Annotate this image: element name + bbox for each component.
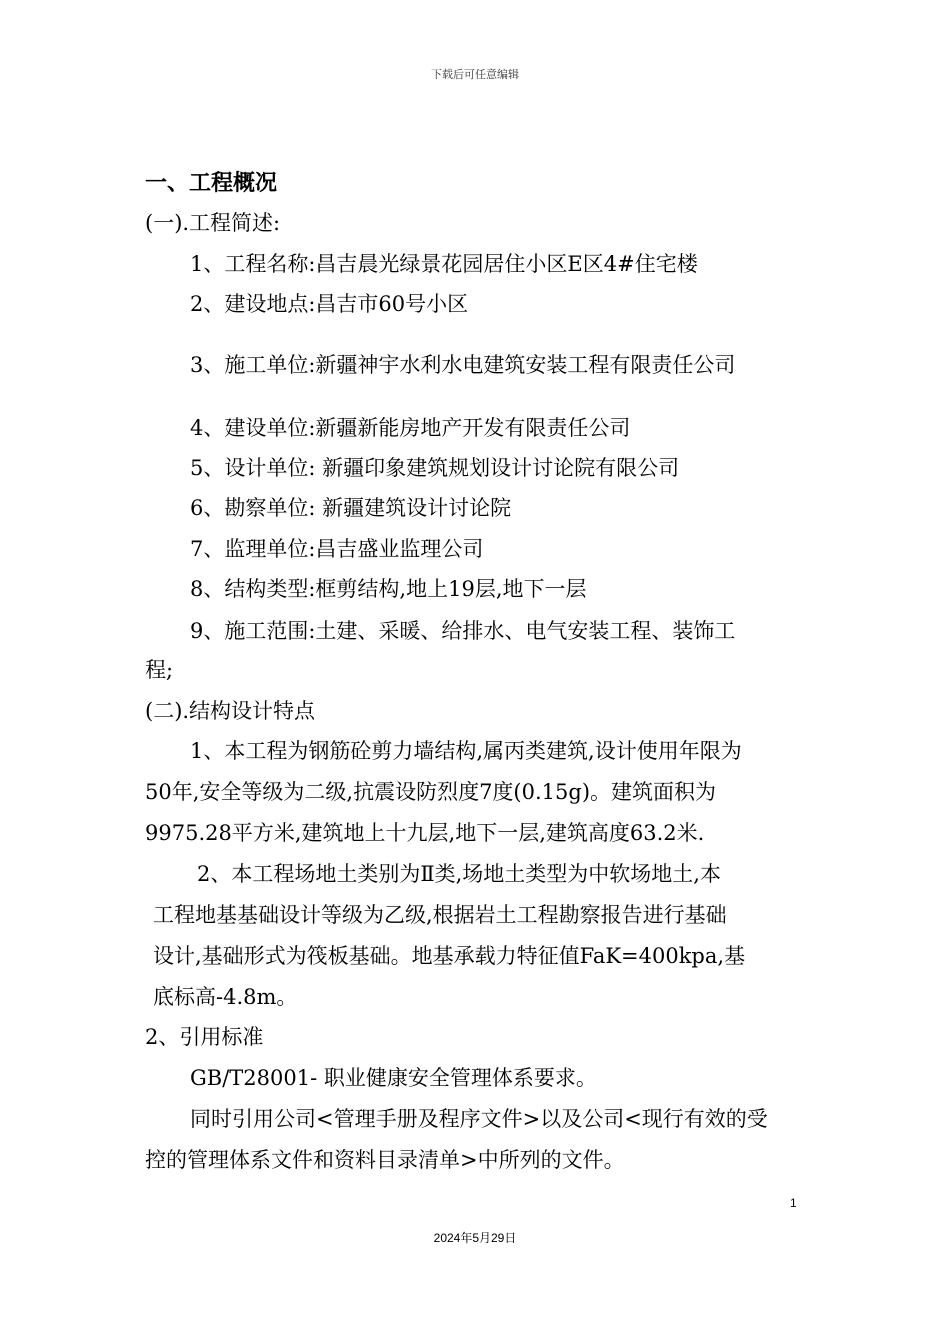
- subsection-heading-brief: (一).工程简述:: [145, 211, 281, 235]
- list-item: 4、建设单位:新疆新能房地产开发有限责任公司: [190, 416, 631, 440]
- list-item: 7、监理单位:昌吉盛业监理公司: [190, 537, 484, 561]
- list-item: 2、建设地点:昌吉市60号小区: [190, 292, 469, 316]
- section-heading-overview: 一、工程概况: [145, 171, 278, 196]
- paragraph-line: 工程地基基础设计等级为乙级,根据岩土工程勘察报告进行基础: [153, 903, 727, 927]
- section-heading-standards: 2、引用标准: [145, 1025, 264, 1049]
- paragraph-line: 50年,安全等级为二级,抗震设防烈度7度(0.15g)。建筑面积为: [145, 780, 717, 804]
- subsection-heading-structure: (二).结构设计特点: [145, 699, 316, 723]
- footer-date: 2024年5月29日: [433, 1231, 517, 1245]
- standard-reference: GB/T28001- 职业健康安全管理体系要求。: [190, 1066, 597, 1090]
- paragraph-line: 同时引用公司<管理手册及程序文件>以及公司<现行有效的受: [190, 1107, 768, 1131]
- list-item-continuation: 程;: [145, 658, 174, 682]
- paragraph-line: 2、本工程场地土类别为Ⅱ类,场地土类型为中软场地土,本: [197, 862, 721, 886]
- header-note: 下载后可任意编辑: [431, 68, 519, 81]
- paragraph-line: 设计,基础形式为筏板基础。地基承载力特征值FaK=400kpa,基: [153, 944, 746, 968]
- paragraph-line: 底标高-4.8m。: [153, 985, 298, 1009]
- list-item: 9、施工范围:土建、采暖、给排水、电气安装工程、装饰工: [190, 619, 736, 643]
- paragraph-line: 控的管理体系文件和资料目录清单>中所列的文件。: [145, 1148, 625, 1172]
- page-number: 1: [790, 1196, 797, 1210]
- list-item: 6、勘察单位: 新疆建筑设计讨论院: [190, 496, 512, 520]
- list-item: 1、工程名称:昌吉晨光绿景花园居住小区E区4#住宅楼: [190, 252, 698, 276]
- list-item: 8、结构类型:框剪结构,地上19层,地下一层: [190, 577, 587, 601]
- paragraph-line: 9975.28平方米,建筑地上十九层,地下一层,建筑高度63.2米.: [145, 821, 705, 845]
- list-item: 3、施工单位:新疆神宇水利水电建筑安装工程有限责任公司: [190, 353, 736, 377]
- paragraph-line: 1、本工程为钢筋砼剪力墙结构,属丙类建筑,设计使用年限为: [190, 739, 742, 763]
- list-item: 5、设计单位: 新疆印象建筑规划设计讨论院有限公司: [190, 456, 680, 480]
